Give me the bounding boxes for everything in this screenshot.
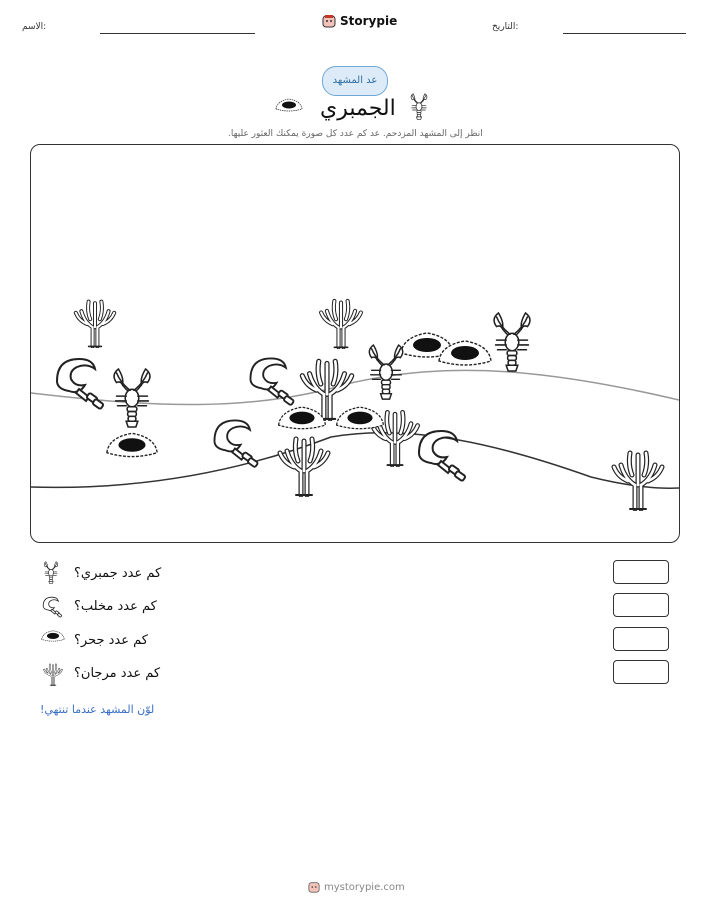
question-lobster: كم عدد جمبري؟ (74, 566, 162, 581)
coral-icon (614, 453, 662, 509)
claw-icon (250, 358, 294, 405)
coral-icon (280, 439, 328, 495)
burrow-icon (40, 628, 66, 643)
question-burrow: كم عدد جحر؟ (74, 633, 148, 648)
question-coral: كم عدد مرجان؟ (74, 666, 161, 681)
claw-icon (419, 431, 466, 481)
page-title: الجمبري (320, 96, 396, 121)
footer (308, 881, 405, 893)
scene-canvas (31, 145, 679, 542)
color-note: لوّن المشهد عندما تنتهي! (40, 703, 155, 716)
coral-icon (321, 301, 361, 347)
date-label: التاريخ: (492, 22, 519, 32)
burrow-icon (279, 407, 326, 429)
claw-icon (214, 420, 258, 467)
question-claw: كم عدد مخلب؟ (74, 599, 157, 614)
coral-icon (76, 302, 114, 347)
scene-frame (30, 144, 680, 543)
date-field[interactable] (563, 33, 686, 34)
lobster-icon (406, 92, 432, 122)
brand-name: Storypie (340, 14, 398, 28)
claw-icon (40, 594, 64, 618)
answer-box-claw[interactable] (613, 593, 669, 617)
lobster-icon (40, 560, 62, 586)
answer-box-burrow[interactable] (613, 627, 669, 651)
name-field[interactable] (100, 33, 255, 34)
lobster-icon (369, 345, 402, 399)
burrow-icon (337, 407, 384, 429)
instructions: انظر إلى المشهد المزدحم. عد كم عدد كل صورة يمكنك العثور عليها. (228, 129, 483, 139)
burrow-icon (107, 433, 157, 456)
claw-icon (57, 359, 104, 409)
answer-box-coral[interactable] (613, 660, 669, 684)
answer-box-lobster[interactable] (613, 560, 669, 584)
footer-url[interactable]: mystorypie.com (324, 881, 405, 893)
lobster-icon (494, 313, 530, 371)
coral-icon (42, 660, 64, 686)
burrow-icon (274, 96, 304, 113)
storypie-logo-icon (322, 14, 336, 28)
storypie-logo-icon (308, 881, 320, 893)
lobster-icon (114, 369, 150, 427)
brand-logo (322, 14, 397, 28)
name-label: الاسم: (22, 22, 47, 32)
activity-badge: عد المشهد (322, 66, 388, 96)
